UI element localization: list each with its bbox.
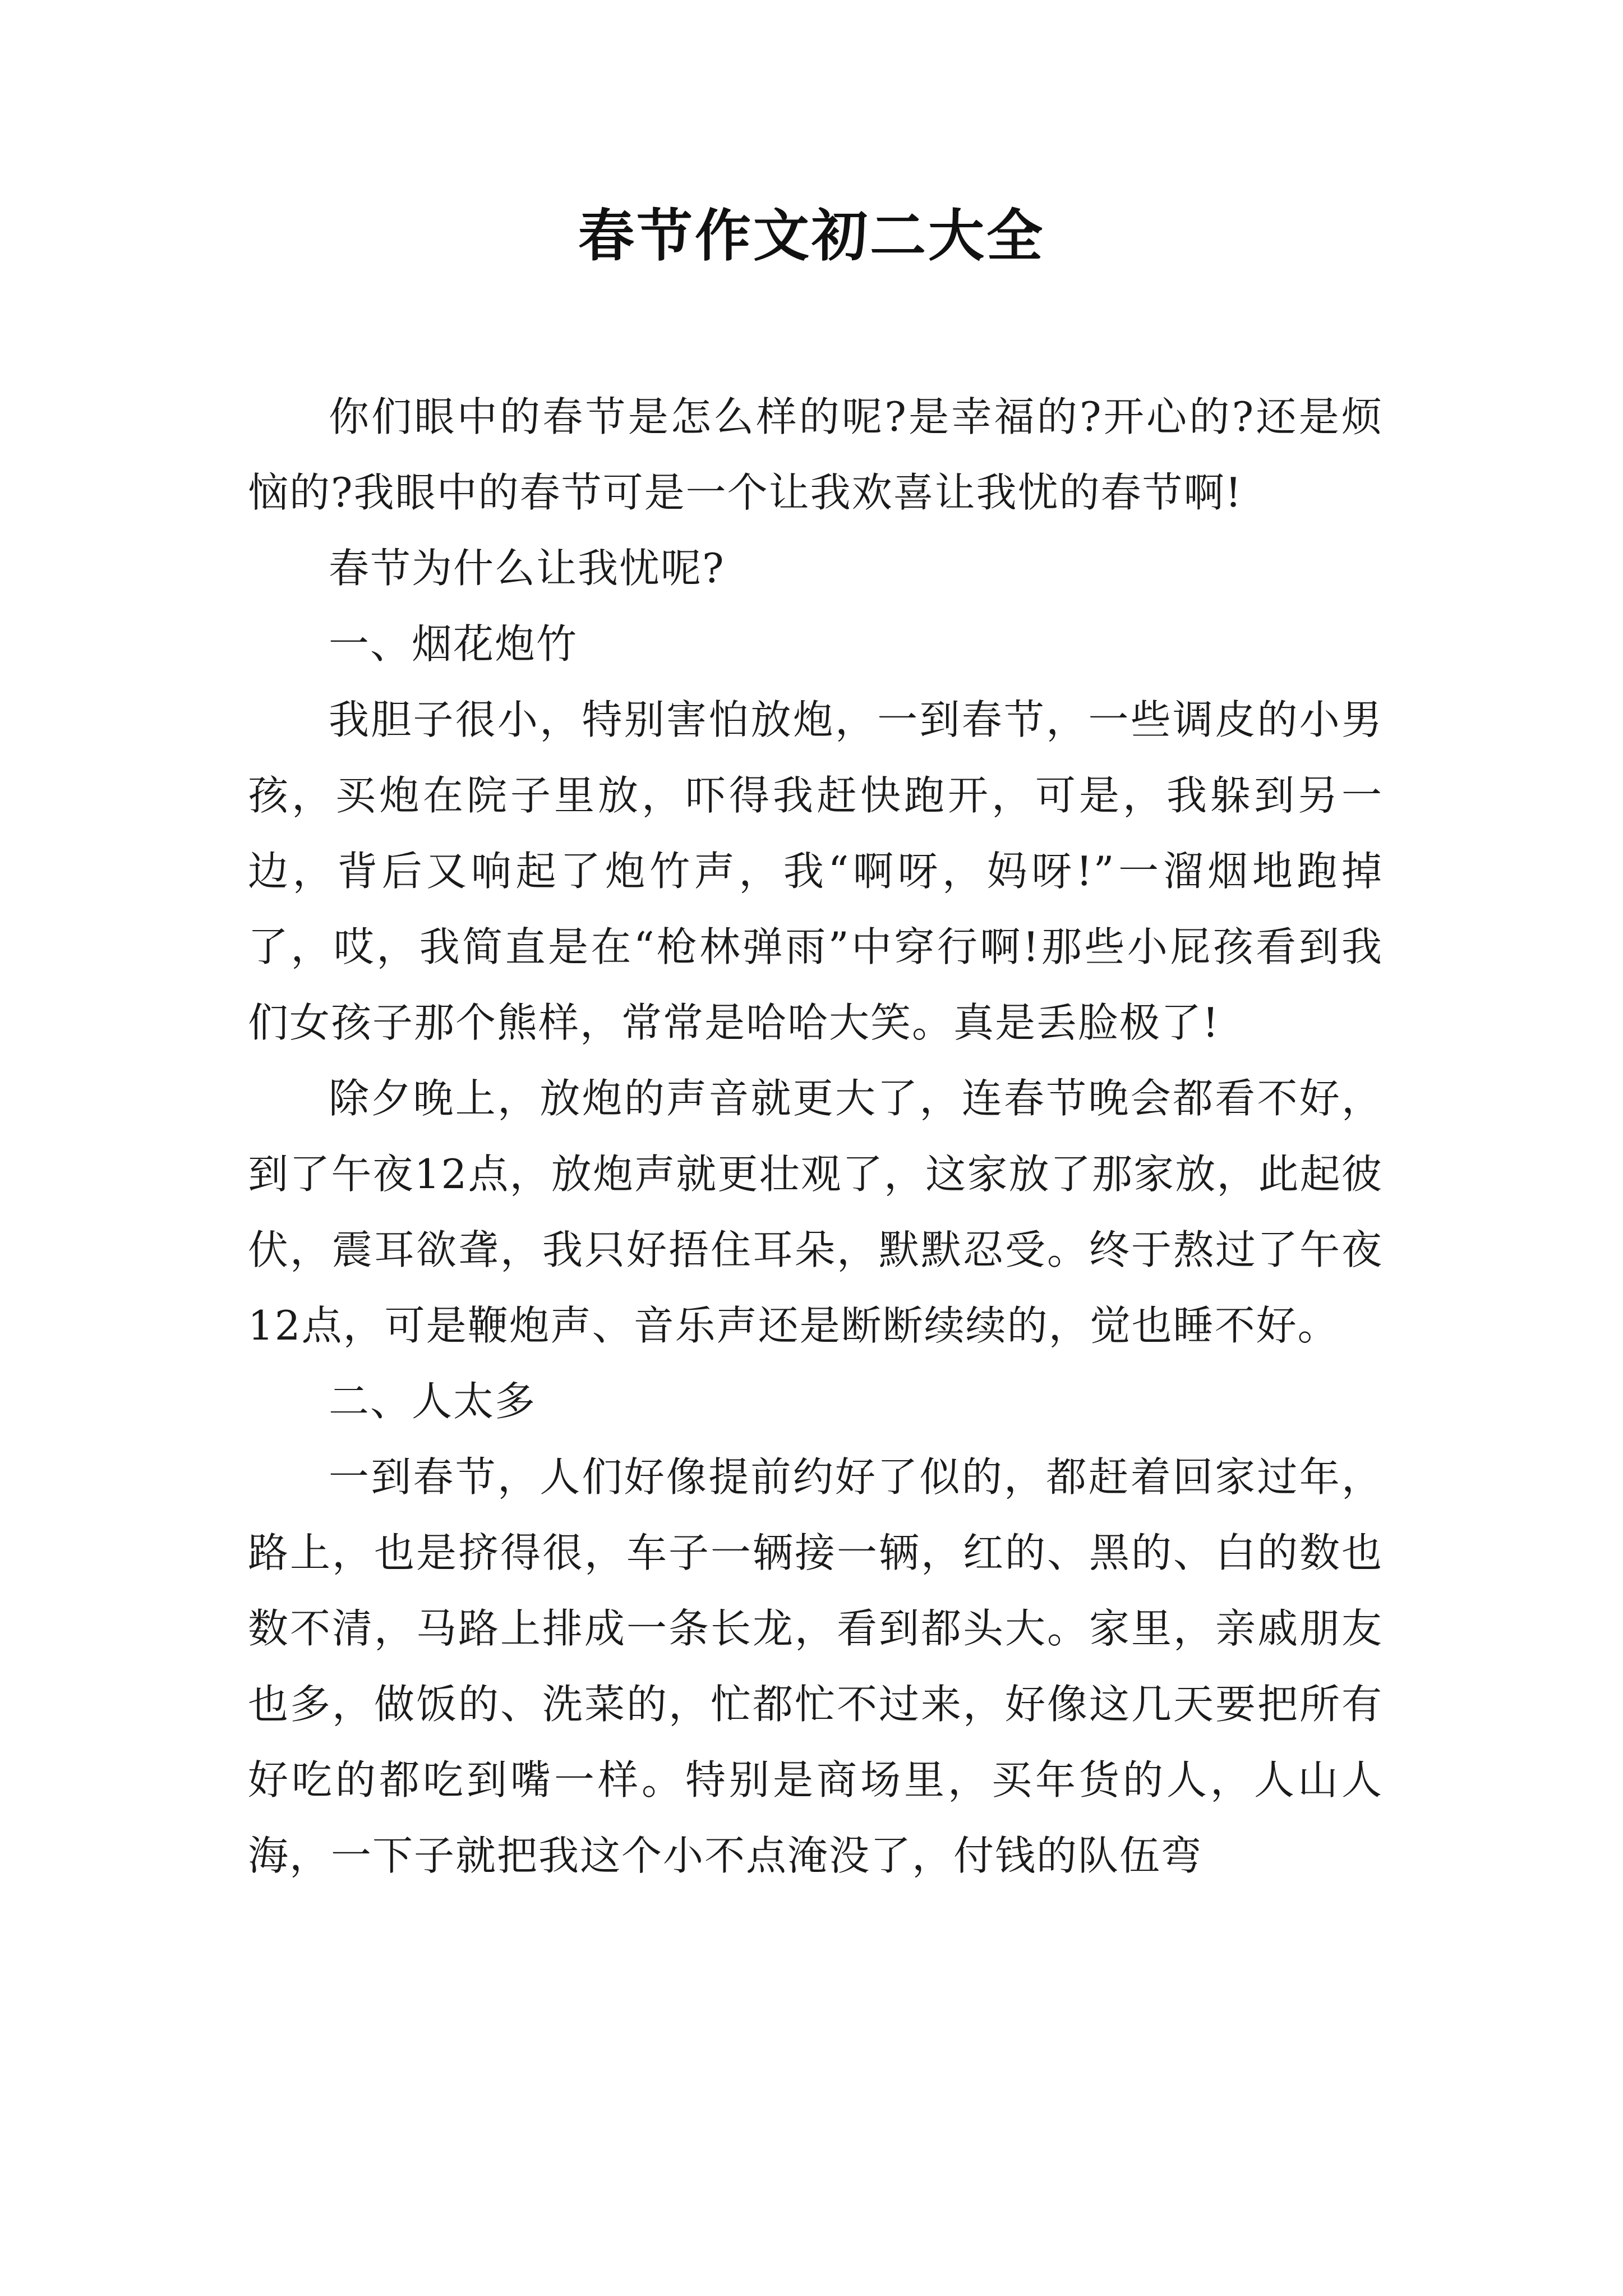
document-title: 春节作文初二大全 <box>578 203 1045 269</box>
paragraph-question: 春节为什么让我忧呢? <box>329 545 725 592</box>
paragraph-fireworks-fear: 我胆子很小，特别害怕放炮，一到春节，一些调皮的小男孩，买炮在院子里放，吓得我赶快跑开，可是，我躲到另一边，背后又响起了炮竹声，我“啊呀，妈呀!”一溜烟地跑掉了，哎，我简直是在“枪林弹雨”中穿行啊!那些小屁孩看到我们女孩子那个熊样，常常是哈哈大笑。真是丢脸极了! <box>248 696 1383 1046</box>
section-heading-crowds: 二、人太多 <box>329 1378 537 1425</box>
paragraph-crowds: 一到春节，人们好像提前约好了似的，都赶着回家过年，路上，也是挤得很，车子一辆接一辆，红的、黑的、白的数也数不清，马路上排成一条长龙，看到都头大。家里，亲戚朋友也多，做饭的、洗菜的，忙都忙不过来，好像这几天要把所有好吃的都吃到嘴一样。特别是商场里，买年货的人，人山人海，一下子就把我这个小不点淹没了，付钱的队伍弯 <box>248 1453 1383 1879</box>
paragraph-intro: 你们眼中的春节是怎么样的呢?是幸福的?开心的?还是烦恼的?我眼中的春节可是一个让我欢喜让我忧的春节啊! <box>248 393 1383 516</box>
document-body <box>248 379 1383 1894</box>
paragraph-new-years-eve: 除夕晚上，放炮的声音就更大了，连春节晚会都看不好，到了午夜12点，放炮声就更壮观了，这家放了那家放，此起彼伏，震耳欲聋，我只好捂住耳朵，默默忍受。终于熬过了午夜12点，可是鞭炮声、音乐声还是断断续续的，觉也睡不好。 <box>248 1075 1383 1349</box>
section-heading-fireworks: 一、烟花炮竹 <box>329 620 578 668</box>
